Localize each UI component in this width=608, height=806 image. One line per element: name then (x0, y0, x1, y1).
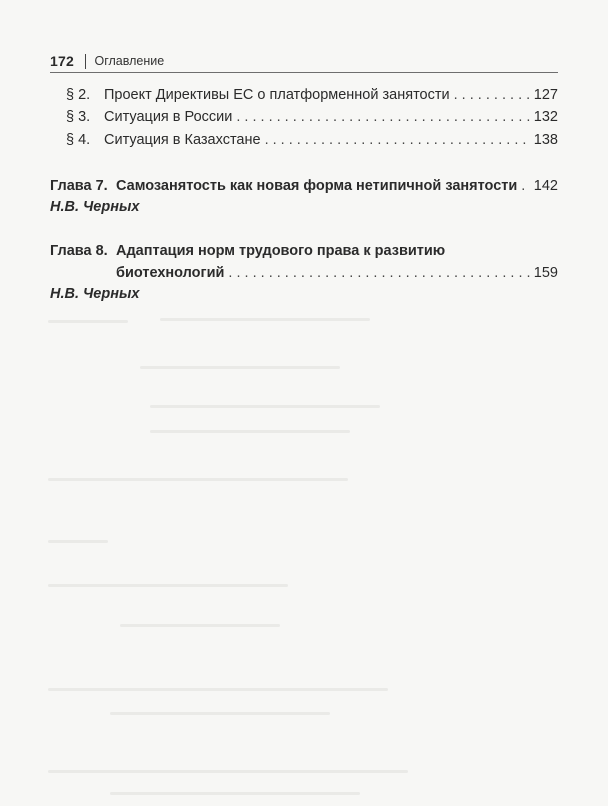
ghost-line (48, 320, 128, 323)
page-number: 172 (50, 53, 74, 69)
ghost-line (160, 318, 370, 321)
toc-page-number: 127 (533, 87, 558, 103)
toc-entry-section-4 (66, 131, 558, 149)
leader-dots (521, 177, 530, 195)
toc-page-number: 142 (533, 178, 558, 194)
chapter-author: Н.В. Черных (50, 286, 140, 302)
ghost-line (150, 430, 350, 433)
ghost-line (48, 770, 408, 773)
ghost-line (48, 540, 108, 543)
toc-entry-section-3 (66, 108, 558, 126)
section-title: Ситуация в России (104, 109, 233, 125)
toc-entry-title (50, 177, 517, 195)
leader-dots (236, 108, 529, 126)
running-title: Оглавление (94, 54, 165, 68)
chapter-title-continued: биотехнологий (116, 265, 225, 281)
chapter-author: Н.В. Черных (50, 199, 140, 215)
chapter-title: Самозанятость как новая форма нетипичной занятости (116, 178, 518, 194)
ghost-line (48, 688, 388, 691)
section-number: § 2. (66, 87, 91, 103)
leader-dots (454, 86, 530, 104)
chapter-title: Адаптация норм трудового права к развитию (116, 243, 446, 259)
toc-page-number: 132 (533, 109, 558, 125)
toc-entry-title (66, 108, 232, 126)
page-header (50, 50, 558, 73)
section-title: Ситуация в Казахстане (104, 132, 261, 148)
ghost-line (150, 405, 380, 408)
section-number: § 4. (66, 132, 91, 148)
leader-dots (265, 131, 530, 149)
section-number: § 3. (66, 109, 91, 125)
ghost-line (48, 478, 348, 481)
toc-page-number: 138 (533, 132, 558, 148)
section-title: Проект Директивы ЕС о платформенной занятости (104, 87, 450, 103)
ghost-line (110, 712, 330, 715)
toc-entry-section-2 (66, 86, 558, 104)
ghost-line (140, 366, 340, 369)
chapter-label: Глава 7. (50, 178, 108, 194)
ghost-line (48, 584, 288, 587)
toc-entry-title (66, 131, 261, 149)
toc-entry-chapter-8 (116, 264, 558, 282)
toc-page-number: 159 (533, 265, 558, 281)
toc-entry-title (66, 86, 450, 104)
chapter-label: Глава 8. (50, 243, 108, 259)
ghost-line (110, 792, 360, 795)
toc-entry-chapter-8-line1 (50, 242, 445, 260)
leader-dots (228, 264, 529, 282)
ghost-line (120, 624, 280, 627)
header-separator (85, 54, 87, 69)
toc-entry-chapter-7 (50, 177, 558, 195)
